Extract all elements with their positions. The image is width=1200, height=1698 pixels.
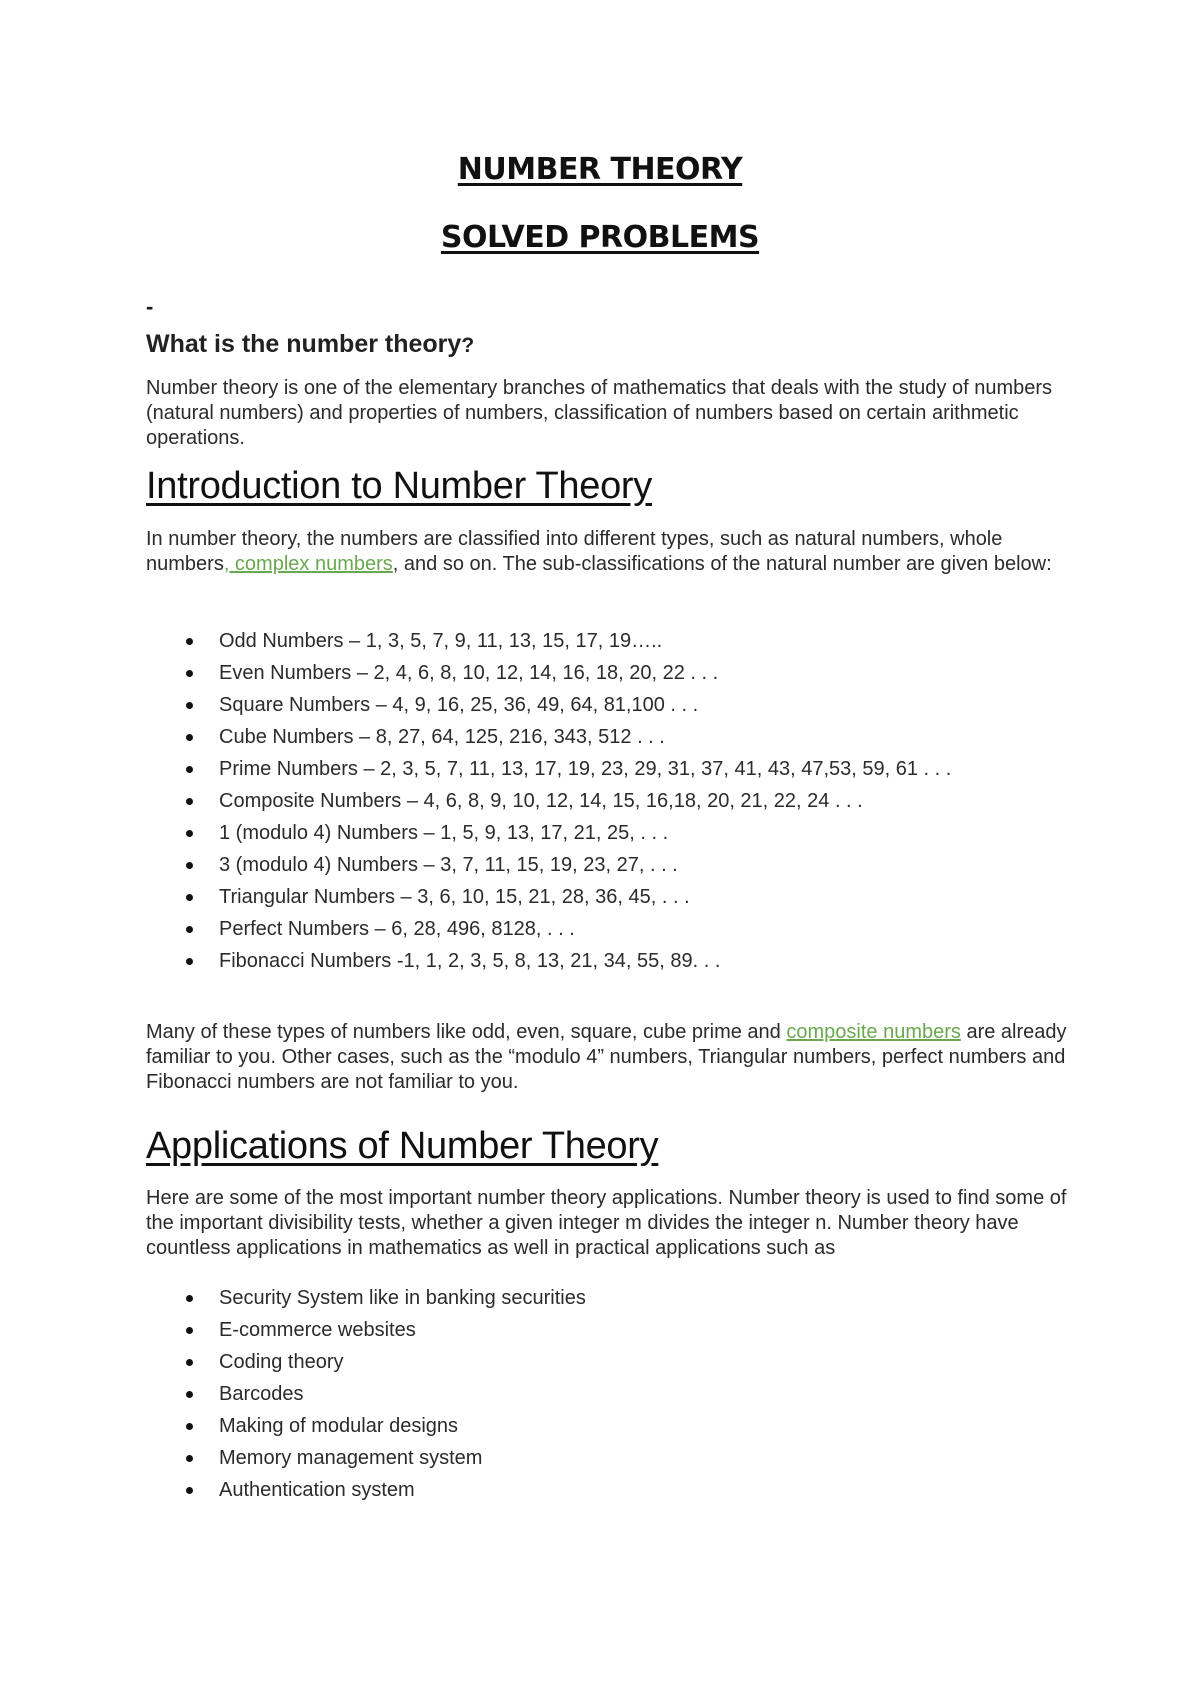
list-item bbox=[146, 721, 951, 753]
bullet-icon bbox=[186, 1391, 193, 1398]
bullet-icon bbox=[186, 926, 193, 933]
list-item-text: Composite Numbers – 4, 6, 8, 9, 10, 12, 14, 15, 16,18, 20, 21, 22, 24 . . . bbox=[219, 790, 863, 812]
list-item bbox=[146, 625, 951, 657]
list-item-text: Perfect Numbers – 6, 28, 496, 8128, . . . bbox=[219, 918, 575, 940]
bullet-icon bbox=[186, 862, 193, 869]
list-item bbox=[146, 913, 951, 945]
introduction-heading: Introduction to Number Theory bbox=[146, 465, 652, 507]
bullet-icon bbox=[186, 1327, 193, 1334]
bullet-icon bbox=[186, 766, 193, 773]
list-item-text: 3 (modulo 4) Numbers – 3, 7, 11, 15, 19, 23, 27, . . . bbox=[219, 854, 678, 876]
bullet-icon bbox=[186, 1487, 193, 1494]
list-item-text: E-commerce websites bbox=[219, 1319, 416, 1341]
familiarity-text-before-link: Many of these types of numbers like odd, even, square, cube prime and bbox=[146, 1021, 787, 1043]
list-item bbox=[146, 689, 951, 721]
list-item bbox=[146, 1346, 586, 1378]
list-item bbox=[146, 881, 951, 913]
applications-paragraph: Here are some of the most important number theory applications. Number theory is used to find some of the important divisibility tests, whether a given integer m divides the integer n. Number theory have countless applications in mathematics as well in practical applications such as bbox=[146, 1187, 1067, 1259]
bullet-icon bbox=[186, 1455, 193, 1462]
list-item-text: Odd Numbers – 1, 3, 5, 7, 9, 11, 13, 15, 17, 19….. bbox=[219, 630, 663, 652]
complex-numbers-link[interactable]: , complex numbers bbox=[223, 553, 393, 575]
familiarity-text-after-link: are already familiar to you. Other cases, such as the “modulo 4” numbers, Triangular numbers, perfect numbers and Fibonacci numbers are not familiar to you. bbox=[146, 1021, 1067, 1093]
what-is-heading-text: What is the number theory bbox=[146, 330, 462, 358]
what-is-paragraph: Number theory is one of the elementary branches of mathematics that deals with the study of numbers (natural numbers) and properties of numbers, classification of numbers based on certain arithmetic operations. bbox=[146, 377, 1053, 449]
list-item-text: Cube Numbers – 8, 27, 64, 125, 216, 343, 512 . . . bbox=[219, 726, 665, 748]
bullet-icon bbox=[186, 638, 193, 645]
list-item bbox=[146, 785, 951, 817]
list-item bbox=[146, 1378, 586, 1410]
introduction-text-before-link: In number theory, the numbers are classified into different types, such as natural numbers, whole numbers bbox=[146, 528, 1003, 575]
list-item-text: Security System like in banking securities bbox=[219, 1287, 586, 1309]
number-types-list bbox=[146, 625, 951, 977]
list-item bbox=[146, 849, 951, 881]
composite-numbers-link[interactable]: composite numbers bbox=[786, 1021, 961, 1043]
document-title: NUMBER THEORY bbox=[457, 152, 743, 187]
list-item bbox=[146, 1442, 586, 1474]
bullet-icon bbox=[186, 798, 193, 805]
familiarity-paragraph bbox=[146, 1020, 1076, 1095]
bullet-icon bbox=[186, 1295, 193, 1302]
separator-dash: - bbox=[146, 294, 154, 319]
list-item bbox=[146, 1314, 586, 1346]
list-item-text: Barcodes bbox=[219, 1383, 304, 1405]
list-item-text: Square Numbers – 4, 9, 16, 25, 36, 49, 64, 81,100 . . . bbox=[219, 694, 699, 716]
bullet-icon bbox=[186, 734, 193, 741]
bullet-icon bbox=[186, 1359, 193, 1366]
bullet-icon bbox=[186, 702, 193, 709]
list-item-text: Coding theory bbox=[219, 1351, 344, 1373]
list-item-text: Prime Numbers – 2, 3, 5, 7, 11, 13, 17, 19, 23, 29, 31, 37, 41, 43, 47,53, 59, 61 . . . bbox=[219, 758, 952, 780]
list-item-text: Even Numbers – 2, 4, 6, 8, 10, 12, 14, 16, 18, 20, 22 . . . bbox=[219, 662, 719, 684]
bullet-icon bbox=[186, 670, 193, 677]
list-item-text: 1 (modulo 4) Numbers – 1, 5, 9, 13, 17, 21, 25, . . . bbox=[219, 822, 669, 844]
what-is-heading bbox=[146, 330, 474, 359]
introduction-paragraph bbox=[146, 527, 1076, 577]
list-item bbox=[146, 753, 951, 785]
list-item bbox=[146, 945, 951, 977]
bullet-icon bbox=[186, 1423, 193, 1430]
applications-list bbox=[146, 1282, 586, 1506]
bullet-icon bbox=[186, 830, 193, 837]
what-is-heading-qmark: ? bbox=[461, 334, 475, 357]
list-item bbox=[146, 657, 951, 689]
list-item bbox=[146, 1474, 586, 1506]
list-item-text: Making of modular designs bbox=[219, 1415, 459, 1437]
list-item-text: Fibonacci Numbers -1, 1, 2, 3, 5, 8, 13, 21, 34, 55, 89. . . bbox=[219, 950, 721, 972]
applications-heading: Applications of Number Theory bbox=[146, 1125, 659, 1167]
bullet-icon bbox=[186, 894, 193, 901]
introduction-text-after-link: , and so on. The sub-classifications of the natural number are given below: bbox=[392, 553, 1052, 575]
list-item-text: Memory management system bbox=[219, 1447, 483, 1469]
list-item bbox=[146, 1282, 586, 1314]
bullet-icon bbox=[186, 958, 193, 965]
list-item bbox=[146, 817, 951, 849]
document-subtitle: SOLVED PROBLEMS bbox=[440, 220, 760, 255]
list-item bbox=[146, 1410, 586, 1442]
list-item-text: Triangular Numbers – 3, 6, 10, 15, 21, 28, 36, 45, . . . bbox=[219, 886, 690, 908]
list-item-text: Authentication system bbox=[219, 1479, 415, 1501]
